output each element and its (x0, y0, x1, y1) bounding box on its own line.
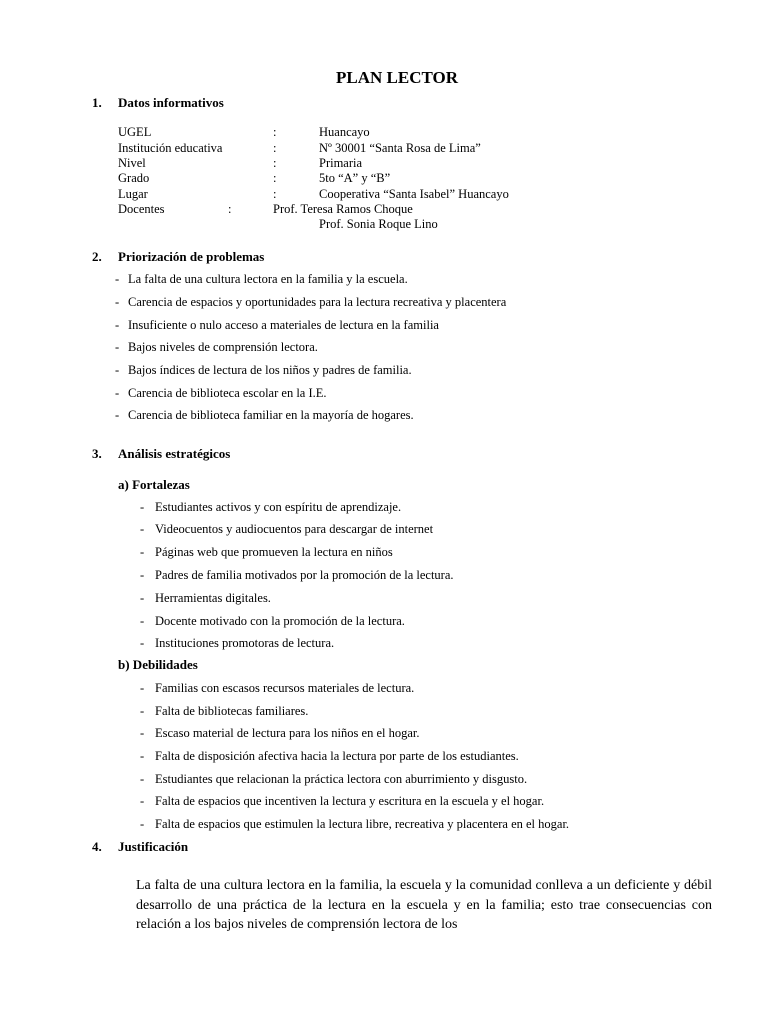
section-1-title: Datos informativos (118, 95, 224, 110)
list-bullet: - (140, 568, 145, 582)
list-bullet: - (115, 340, 120, 354)
justificacion-paragraph: La falta de una cultura lectora en la familia, la escuela y la comunidad conlleva a un deficiente y débil desarrollo de una práctica de la lectura en la escuela y en la familia; esto trae consecuencias con relación a los bajos niveles de comprensión lectora de los (136, 878, 712, 932)
datos-value-ugel: Huancayo (319, 125, 370, 139)
section-1-number: 1. (92, 95, 102, 110)
list-item: Falta de espacios que estimulen la lectura libre, recreativa y placentera en el hogar. (155, 817, 570, 831)
section-4-title: Justificación (118, 839, 189, 854)
list-item: Familias con escasos recursos materiales de lectura. (155, 681, 415, 695)
datos-sep-docentes: : (228, 202, 232, 216)
datos-label-docentes: Docentes (118, 202, 165, 216)
section-3-number: 3. (92, 446, 102, 461)
list-bullet: - (115, 318, 120, 332)
list-item: Estudiantes activos y con espíritu de aprendizaje. (155, 500, 402, 514)
list-item: Herramientas digitales. (155, 591, 271, 605)
debilidades-heading: b) Debilidades (118, 657, 198, 672)
list-bullet: - (115, 408, 120, 422)
datos-label-ugel: UGEL (118, 125, 152, 139)
list-bullet: - (140, 817, 145, 831)
list-item: Instituciones promotoras de lectura. (155, 636, 335, 650)
list-item: Carencia de biblioteca escolar en la I.E. (128, 386, 327, 400)
list-item: Páginas web que promueven la lectura en niños (155, 545, 393, 559)
list-item: Falta de disposición afectiva hacia la lectura por parte de los estudiantes. (155, 749, 519, 763)
datos-label-grado: Grado (118, 171, 150, 185)
list-bullet: - (140, 500, 145, 514)
list-item: Falta de bibliotecas familiares. (155, 704, 309, 718)
list-bullet: - (140, 704, 145, 718)
list-item: Carencia de espacios y oportunidades para la lectura recreativa y placentera (128, 295, 507, 309)
section-2-number: 2. (92, 249, 102, 264)
list-bullet: - (140, 772, 145, 786)
list-bullet: - (140, 681, 145, 695)
list-item: Escaso material de lectura para los niños en el hogar. (155, 726, 420, 740)
list-bullet: - (115, 295, 120, 309)
list-item: Insuficiente o nulo acceso a materiales de lectura en la familia (128, 318, 439, 332)
datos-value-nivel: Primaria (319, 156, 363, 170)
list-item: Videocuentos y audiocuentos para descargar de internet (155, 522, 434, 536)
datos-value-docente-2: Prof. Sonia Roque Lino (319, 217, 438, 231)
list-bullet: - (140, 545, 145, 559)
list-item: Falta de espacios que incentiven la lectura y escritura en la escuela y el hogar. (155, 794, 545, 808)
datos-sep-nivel: : (273, 156, 277, 170)
list-bullet: - (140, 636, 145, 650)
datos-sep-institucion: : (273, 141, 277, 155)
datos-label-lugar: Lugar (118, 187, 148, 201)
list-bullet: - (115, 272, 120, 286)
datos-label-nivel: Nivel (118, 156, 146, 170)
list-item: Bajos índices de lectura de los niños y padres de familia. (128, 363, 412, 377)
datos-sep-lugar: : (273, 187, 277, 201)
list-bullet: - (140, 614, 145, 628)
datos-sep-ugel: : (273, 125, 277, 139)
list-bullet: - (140, 749, 145, 763)
list-item: Estudiantes que relacionan la práctica lectora con aburrimiento y disgusto. (155, 772, 528, 786)
datos-value-grado: 5to “A” y “B” (319, 171, 391, 185)
list-item: La falta de una cultura lectora en la familia y la escuela. (128, 272, 408, 286)
list-bullet: - (140, 522, 145, 536)
datos-label-institucion: Institución educativa (118, 141, 223, 155)
section-3-title: Análisis estratégicos (118, 446, 231, 461)
list-bullet: - (115, 363, 120, 377)
list-item: Bajos niveles de comprensión lectora. (128, 340, 318, 354)
section-4-number: 4. (92, 839, 102, 854)
list-item: Carencia de biblioteca familiar en la mayoría de hogares. (128, 408, 414, 422)
list-bullet: - (140, 794, 145, 808)
datos-sep-grado: : (273, 171, 277, 185)
section-2-title: Priorización de problemas (118, 249, 265, 264)
list-bullet: - (140, 726, 145, 740)
document-title: PLAN LECTOR (336, 68, 459, 87)
list-bullet: - (140, 591, 145, 605)
list-item: Docente motivado con la promoción de la lectura. (155, 614, 405, 628)
datos-value-docente-1: Prof. Teresa Ramos Choque (273, 202, 413, 216)
datos-value-lugar: Cooperativa “Santa Isabel” Huancayo (319, 187, 509, 201)
list-bullet: - (115, 386, 120, 400)
fortalezas-heading: a) Fortalezas (118, 477, 190, 492)
list-item: Padres de familia motivados por la promoción de la lectura. (155, 568, 454, 582)
datos-value-institucion: Nº 30001 “Santa Rosa de Lima” (319, 141, 481, 155)
